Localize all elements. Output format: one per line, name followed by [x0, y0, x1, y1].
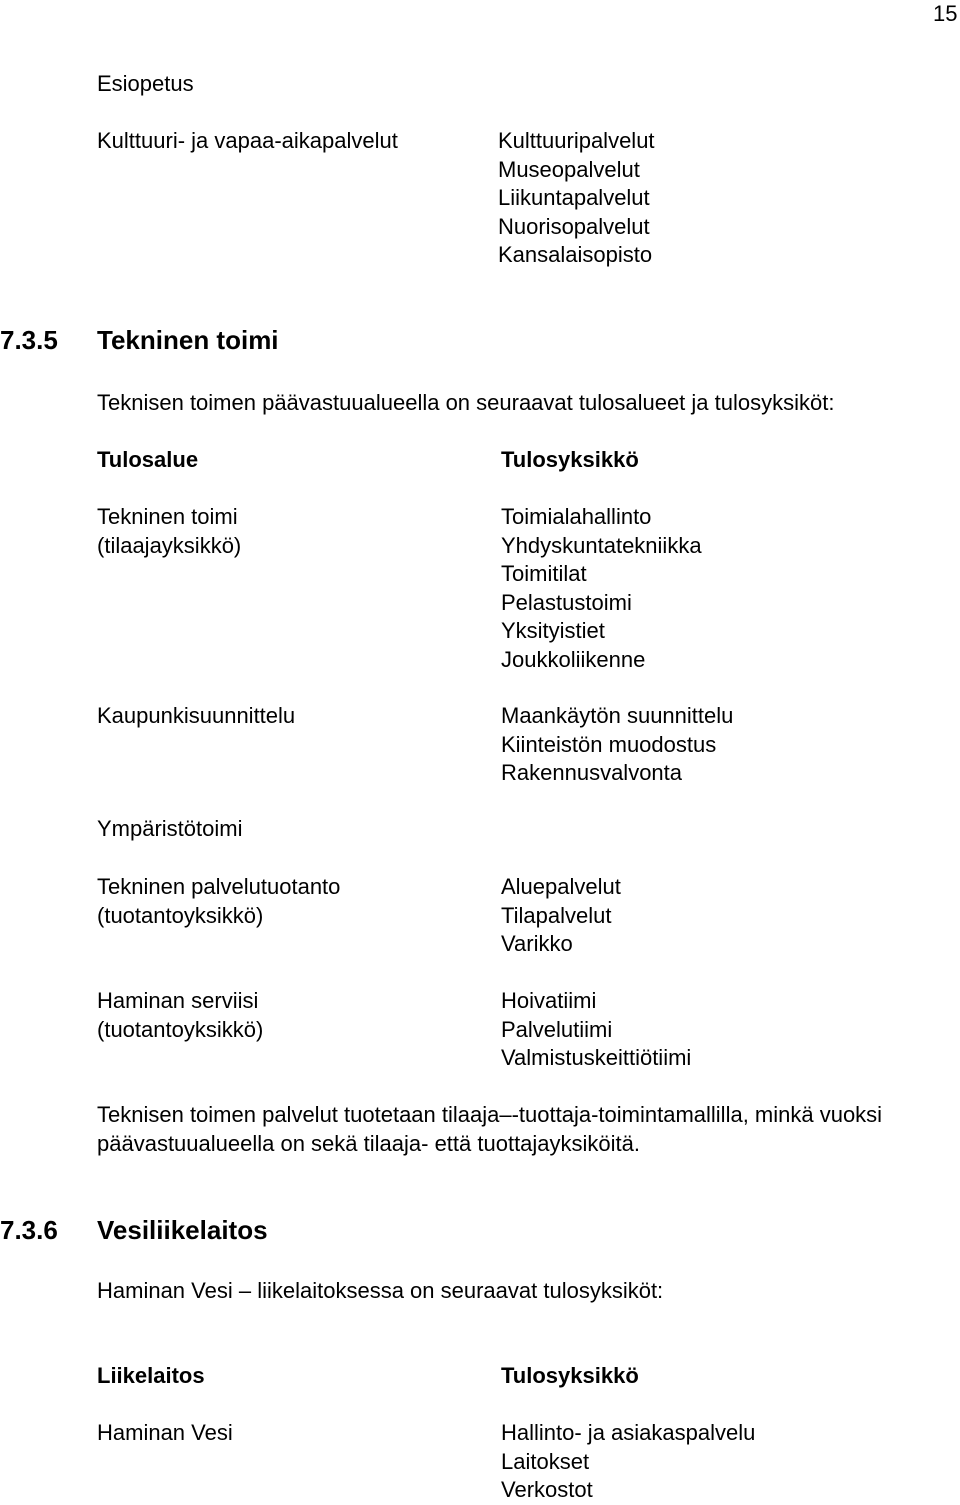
list-item: (tuotantoyksikkö)	[97, 1016, 264, 1042]
col-header-tulosyksikko: Tulosyksikkö	[501, 447, 639, 472]
area-tekninen-toimi	[97, 503, 241, 560]
area-kaupunkisuunnittelu	[97, 702, 295, 731]
esiopetus-label: Esiopetus	[97, 71, 194, 96]
units-haminan-serviisi	[501, 987, 691, 1073]
list-item: Liikuntapalvelut	[498, 185, 650, 210]
area-tekninen-palvelutuotanto	[97, 873, 340, 930]
section-736-number: 7.3.6	[0, 1215, 58, 1245]
area-ymparistotoimi	[97, 815, 242, 844]
kulttuuri-area-label: Kulttuuri- ja vapaa-aikapalvelut	[97, 128, 398, 153]
section-735-number: 7.3.5	[0, 325, 58, 355]
list-item: Verkostot	[501, 1477, 593, 1502]
section-736-intro: Haminan Vesi – liikelaitoksessa on seuraavat tulosyksiköt:	[97, 1278, 664, 1303]
col-header-liikelaitos: Liikelaitos	[97, 1363, 205, 1388]
section-735-intro: Teknisen toimen päävastuualueella on seuraavat tulosalueet ja tulosyksiköt:	[97, 390, 835, 415]
list-item: (tuotantoyksikkö)	[97, 902, 264, 928]
col-header-tulosyksikko-2: Tulosyksikkö	[501, 1363, 639, 1388]
list-item: Hallinto- ja asiakaspalvelu	[501, 1420, 756, 1445]
list-item: Yhdyskuntatekniikka	[501, 532, 702, 558]
list-item: Haminan serviisi	[97, 988, 259, 1013]
section-735-closing: Teknisen toimen palvelut tuotetaan tilaaja–-tuottaja-toimintamallilla, minkä vuoksi päävastuualueella on sekä tilaaja- että tuottajayksiköitä.	[97, 1102, 883, 1156]
list-item: Kaupunkisuunnittelu	[97, 703, 296, 728]
list-item: Nuorisopalvelut	[498, 213, 650, 239]
list-item: Kulttuuripalvelut	[498, 128, 655, 153]
list-item: Tekninen palvelutuotanto	[97, 874, 341, 899]
page-number: 15	[933, 1, 958, 26]
list-item: Laitokset	[501, 1448, 590, 1474]
list-item: Toimitilat	[501, 561, 587, 586]
list-item: Rakennusvalvonta	[501, 760, 683, 785]
units-kaupunkisuunnittelu	[501, 702, 733, 788]
list-item: (tilaajayksikkö)	[97, 532, 242, 558]
list-item: Varikko	[501, 931, 573, 956]
list-item: Tekninen toimi	[97, 504, 238, 529]
list-item: Tilapalvelut	[501, 902, 612, 928]
list-item: Maankäytön suunnittelu	[501, 703, 734, 728]
list-item: Ympäristötoimi	[97, 816, 243, 841]
kulttuuri-units-list	[498, 127, 655, 270]
list-item: Kansalaisopisto	[498, 242, 653, 267]
list-item: Pelastustoimi	[501, 589, 632, 615]
list-item: Museopalvelut	[498, 156, 640, 182]
list-item: Kiinteistön muodostus	[501, 731, 717, 757]
units-tekninen-palvelutuotanto	[501, 873, 621, 959]
list-item: Joukkoliikenne	[501, 646, 646, 672]
list-item: Palvelutiimi	[501, 1016, 613, 1042]
list-item: Aluepalvelut	[501, 874, 621, 899]
list-item: Yksityistiet	[501, 618, 605, 643]
area-haminan-serviisi	[97, 987, 263, 1044]
list-item: Hoivatiimi	[501, 988, 597, 1013]
list-item: Valmistuskeittiötiimi	[501, 1045, 692, 1070]
section-736-title: Vesiliikelaitos	[97, 1215, 268, 1245]
section-735-title: Tekninen toimi	[97, 325, 279, 355]
units-tekninen-toimi	[501, 503, 702, 674]
col-header-tulosalue: Tulosalue	[97, 447, 199, 472]
list-item: Toimialahallinto	[501, 504, 652, 529]
units-haminan-vesi	[501, 1419, 755, 1505]
area-haminan-vesi: Haminan Vesi	[97, 1420, 233, 1445]
